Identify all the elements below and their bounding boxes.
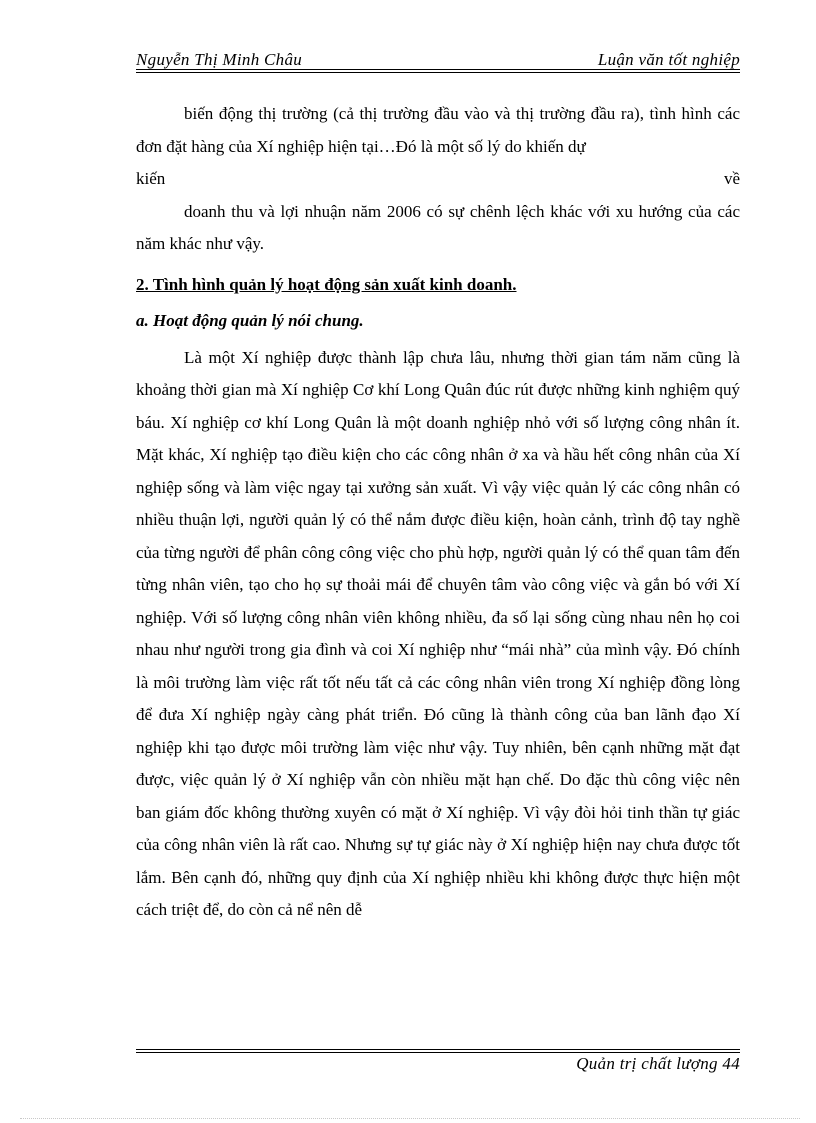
page-footer: Quản trị chất lượng 44	[576, 1054, 740, 1073]
paragraph-1-tail-right: về	[723, 169, 740, 188]
footer-rule-double	[136, 1052, 740, 1053]
header-author: Nguyễn Thị Minh Châu	[136, 50, 303, 69]
footer-rule	[136, 1049, 740, 1050]
document-body	[136, 98, 740, 927]
header-rule-double	[136, 72, 740, 73]
paragraph-1: biến động thị trường (cả thị trường đầu vào và thị trường đầu ra), tình hình các đơn đặt hàng của Xí nghiệp hiện tại…Đó là một số lý do khiến dự	[136, 104, 740, 156]
paragraph-1-tail	[136, 163, 740, 196]
header-rule	[136, 69, 740, 70]
paragraph-2: doanh thu và lợi nhuận năm 2006 có sự chênh lệch khác với xu hướng của các năm khác như vậy.	[136, 201, 740, 253]
header-title: Luận văn tốt nghiệp	[597, 50, 740, 69]
page-edge-divider	[20, 1118, 800, 1119]
section-heading: 2. Tình hình quản lý hoạt động sản xuất kinh doanh.	[136, 274, 517, 294]
paragraph-3: Là một Xí nghiệp được thành lập chưa lâu, nhưng thời gian tám năm cũng là khoảng thời gian mà Xí nghiệp Cơ khí Long Quân đúc rút được những kinh nghiệm quý báu. Xí nghiệp cơ khí Long Quân là một doanh nghiệp nhỏ với số lượng công nhân ít. Mặt khác, Xí nghiệp tạo điều kiện cho các công nhân ở xa và hầu hết công nhân của Xí nghiệp sống và làm việc ngay tại xưởng sản xuất. Vì vậy việc quản lý các công nhân có nhiều thuận lợi, người quản lý có thể nắm được điều kiện, hoàn cảnh, trình độ tay nghề của từng người để phân công công việc cho phù hợp, người quản lý có thể quan tâm đến từng nhân viên, tạo cho họ sự thoải mái để chuyên tâm vào công việc và gắn bó với Xí nghiệp. Với số lượng công nhân viên không nhiều, đa số lại sống cùng nhau nên họ coi nhau như người trong gia đình và coi Xí nghiệp như “mái nhà” của mình vậy. Đó chính là môi trường làm việc rất tốt nếu tất cả các công nhân viên trong Xí nghiệp đồng lòng để đưa Xí nghiệp ngày càng phát triển. Đó cũng là thành công của ban lãnh đạo Xí nghiệp khi tạo được môi trường làm việc như vậy. Tuy nhiên, bên cạnh những mặt đạt được, việc quản lý ở Xí nghiệp vẫn còn nhiều mặt hạn chế. Do đặc thù công việc nên ban giám đốc không thường xuyên có mặt ở Xí nghiệp. Vì vậy đòi hỏi tinh thần tự giác của công nhân viên là rất cao. Nhưng sự tự giác này ở Xí nghiệp hiện nay chưa được tốt lắm. Bên cạnh đó, những quy định của Xí nghiệp nhiều khi không được thực hiện một cách triệt để, do còn cả nể nên dễ	[136, 347, 740, 919]
paragraph-1-tail-left: kiến	[136, 169, 166, 188]
subsection-heading: a. Hoạt động quản lý nói chung.	[136, 311, 364, 330]
